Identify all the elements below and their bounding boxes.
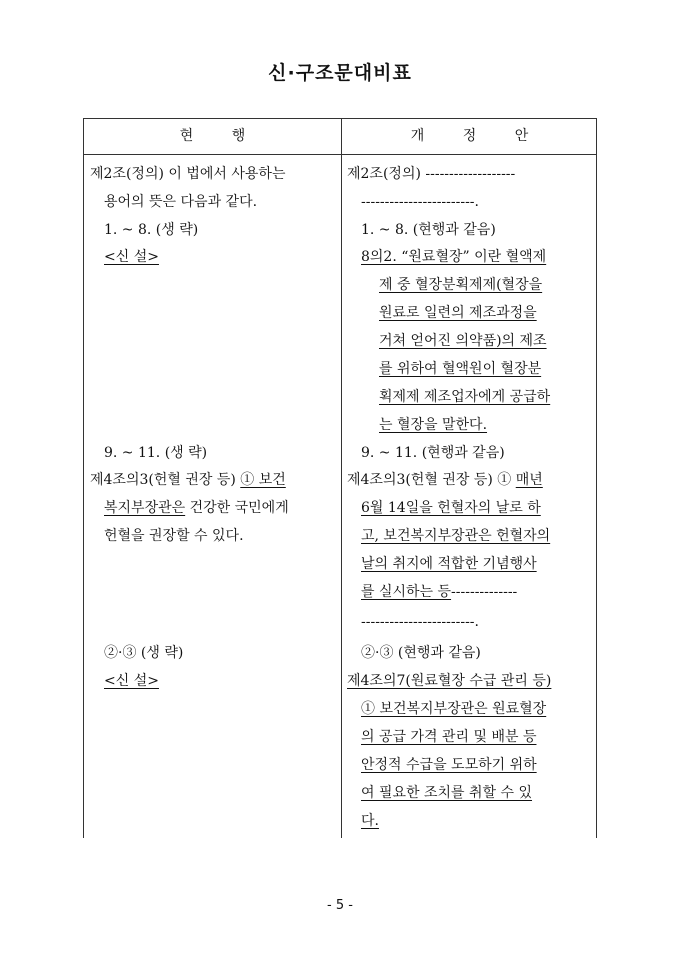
revised-line: 를 위하여 혈액원이 혈장분 [379,361,542,377]
revised-line: 8의2. “원료혈장” 이란 혈액제 [361,249,547,265]
revised-line: 1. ~ 8. (현행과 같음) [361,222,496,238]
revised-line: 거쳐 얻어진 의약품)의 제조 [379,333,547,349]
revised-line: 제4조의7(원료혈장 수급 관리 등) [347,673,552,689]
current-line-underlined: ① 보건 [240,472,286,488]
revised-line: 안정적 수급을 도모하기 위하 [361,757,537,773]
revised-line: ②·③ (현행과 같음) [361,645,481,661]
revised-line: ------------------------. [361,614,479,630]
current-line: ②·③ (생 략) [104,645,184,661]
revised-line: 여 필요한 조치를 취할 수 있 [361,785,533,801]
current-line [90,471,286,489]
revised-line: ------------------------. [361,194,479,210]
current-line: 헌혈을 권장할 수 있다. [104,528,244,544]
current-line: 용어의 뜻은 다음과 같다. [104,194,258,210]
revised-line: 9. ~ 11. (현행과 같음) [361,445,505,461]
header-revised: 개 정 안 [410,128,529,144]
current-line: <신 설> [104,673,159,689]
revised-line: 다. [361,813,379,829]
current-line-plain: 건강한 국민에게 [189,500,289,516]
revised-line-underlined: 매년 [515,472,543,488]
revised-line: 는 혈장을 말한다. [379,417,488,433]
page-title: 신·구조문대비표 [268,62,412,84]
revised-line-plain: -------------- [451,584,518,600]
revised-line-underlined: 를 실시하는 등 [361,584,452,600]
page-number: - 5 - [327,898,353,913]
revised-line: 제2조(정의) ------------------- [347,166,516,182]
revised-line [347,471,543,489]
column-divider [341,119,342,838]
revised-line: 의 공급 가격 관리 및 배분 등 [361,729,537,745]
revised-line: 원료로 일련의 제조과정을 [379,305,537,321]
header-current: 현 행 [179,128,246,144]
revised-line: 고, 보건복지부장관은 헌혈자의 [361,528,551,544]
header-divider [84,154,596,155]
revised-line: 날의 취지에 적합한 기념행사 [361,556,537,572]
revised-line: 획제제 제조업자에게 공급하 [379,389,551,405]
current-line-underlined: 복지부장관은 [104,500,186,516]
revised-line [361,583,517,601]
revised-line-plain: 제4조의3(헌혈 권장 등) ① [347,472,512,488]
current-line-plain: 제4조의3(헌혈 권장 등) [90,472,241,488]
revised-line: 제 중 혈장분획제제(혈장을 [379,277,543,293]
current-line: 9. ~ 11. (생 략) [104,445,208,461]
revised-line: ① 보건복지부장관은 원료혈장 [361,701,547,717]
current-line: 제2조(정의) 이 법에서 사용하는 [90,166,286,182]
current-line: 1. ~ 8. (생 략) [104,222,199,238]
current-line: <신 설> [104,249,159,265]
current-line [104,499,289,517]
revised-line: 6월 14일을 헌혈자의 날로 하 [361,500,541,516]
comparison-table [83,118,597,838]
